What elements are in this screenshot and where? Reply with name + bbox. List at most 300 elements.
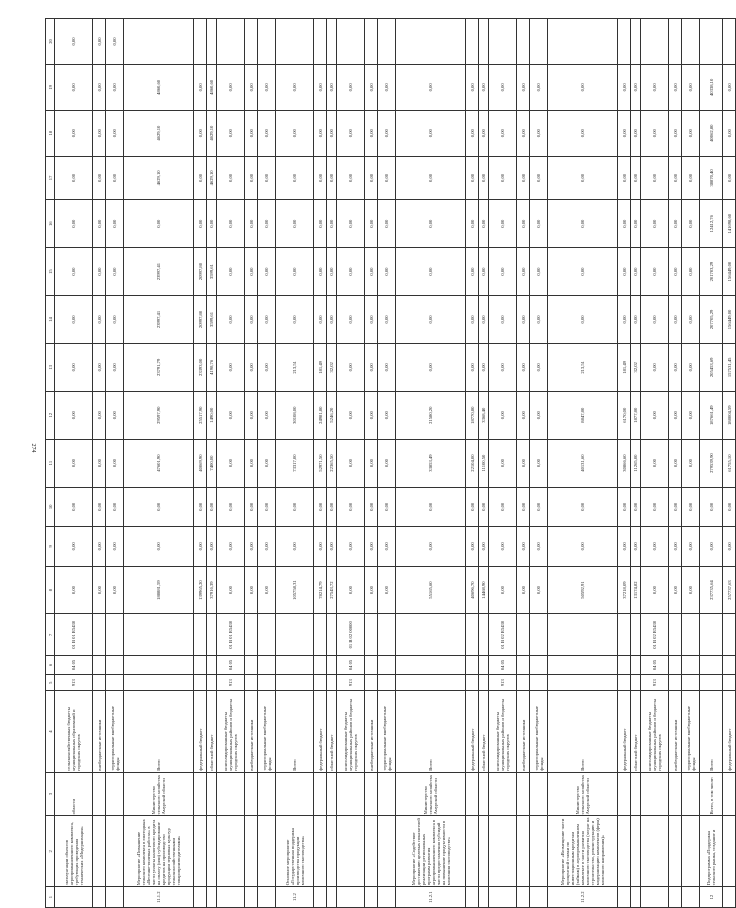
cell-value: 0,00 bbox=[618, 296, 631, 344]
cell-value: 0,00 bbox=[489, 343, 517, 391]
cell-c2 bbox=[217, 816, 245, 887]
cell-value: 8847,80 bbox=[548, 391, 618, 439]
cell-c6: 04 05 bbox=[217, 656, 245, 675]
cell-value: 0,00 bbox=[548, 527, 618, 567]
cell-value: 0,00 bbox=[396, 200, 466, 248]
cell-c1 bbox=[258, 887, 276, 908]
cell-value: 0,00 bbox=[479, 527, 489, 567]
cell-value: 4629,10 bbox=[124, 110, 194, 156]
cell-value: 0,00 bbox=[641, 391, 669, 439]
cell-value: 0,00 bbox=[618, 487, 631, 527]
cell-value: 0,00 bbox=[618, 200, 631, 248]
cell-value: 6170,00 bbox=[618, 391, 631, 439]
cell-c7 bbox=[207, 614, 217, 656]
cell-value: 0,00 bbox=[337, 200, 365, 248]
cell-c7 bbox=[530, 614, 548, 656]
cell-value: 0,00 bbox=[466, 200, 479, 248]
cell-value: 0,00 bbox=[93, 391, 106, 439]
cell-c6 bbox=[723, 656, 736, 675]
cell-value: 33853,49 bbox=[396, 439, 466, 487]
cell-value: 0,00 bbox=[530, 200, 548, 248]
cell-c1 bbox=[669, 887, 682, 908]
cell-value: 0,00 bbox=[365, 343, 378, 391]
cell-c7 bbox=[258, 614, 276, 656]
column-header: 10 bbox=[46, 487, 55, 527]
cell-value: 0,00 bbox=[55, 200, 93, 248]
cell-value: 0,00 bbox=[489, 439, 517, 487]
cell-c3: Министерство сельского хозяйства Амурской области bbox=[124, 772, 194, 816]
cell-value: 0,00 bbox=[258, 156, 276, 200]
cell-c6 bbox=[106, 656, 124, 675]
cell-value: 52971,50 bbox=[314, 439, 327, 487]
cell-c4: Всего bbox=[124, 691, 194, 772]
cell-value bbox=[124, 19, 194, 65]
cell-c3 bbox=[217, 772, 245, 816]
cell-c6 bbox=[314, 656, 327, 675]
cell-value: 0,00 bbox=[548, 200, 618, 248]
cell-value: 0,00 bbox=[700, 487, 723, 527]
cell-value: 237735,64 bbox=[700, 566, 723, 614]
cell-c7 bbox=[245, 614, 258, 656]
cell-value: 0,00 bbox=[207, 487, 217, 527]
cell-value: 0,00 bbox=[396, 248, 466, 296]
cell-value: 38870,40 bbox=[700, 156, 723, 200]
cell-c7: 01 В 02 00000 bbox=[337, 614, 365, 656]
cell-c7 bbox=[669, 614, 682, 656]
cell-c4: территориальные внебюджетные фонды bbox=[258, 691, 276, 772]
cell-c5 bbox=[396, 674, 466, 691]
cell-value bbox=[245, 19, 258, 65]
cell-value: 0,00 bbox=[314, 296, 327, 344]
cell-c6 bbox=[631, 656, 641, 675]
cell-value: 0,00 bbox=[479, 110, 489, 156]
cell-value: 50592,91 bbox=[548, 566, 618, 614]
cell-value: 0,00 bbox=[327, 487, 337, 527]
cell-value bbox=[641, 19, 669, 65]
cell-c3 bbox=[93, 772, 106, 816]
cell-c4: Всего bbox=[396, 691, 466, 772]
cell-c1 bbox=[93, 887, 106, 908]
cell-value: 11100,50 bbox=[479, 439, 489, 487]
cell-value: 0,00 bbox=[396, 110, 466, 156]
column-header: 4 bbox=[46, 691, 55, 772]
cell-value: 25517,90 bbox=[194, 391, 207, 439]
cell-c1 bbox=[245, 887, 258, 908]
cell-value bbox=[682, 19, 700, 65]
cell-c2: Подпрограмма «Поддержка сельского рынка, создание и bbox=[700, 816, 723, 887]
cell-value: 0,00 bbox=[669, 156, 682, 200]
cell-value: 0,00 bbox=[276, 487, 314, 527]
cell-value: 0,00 bbox=[396, 296, 466, 344]
cell-value: 0,00 bbox=[378, 248, 396, 296]
cell-value: 0,00 bbox=[337, 343, 365, 391]
cell-value: 23791,79 bbox=[124, 343, 194, 391]
cell-c6 bbox=[517, 656, 530, 675]
cell-value: 0,00 bbox=[530, 296, 548, 344]
cell-c1 bbox=[489, 887, 517, 908]
cell-value: 0,00 bbox=[106, 527, 124, 567]
cell-c7 bbox=[276, 614, 314, 656]
cell-c1 bbox=[631, 887, 641, 908]
cell-value: 0,00 bbox=[276, 110, 314, 156]
cell-value: 0,00 bbox=[365, 200, 378, 248]
cell-c2 bbox=[641, 816, 669, 887]
cell-c7 bbox=[314, 614, 327, 656]
cell-c3 bbox=[314, 772, 327, 816]
cell-value: 0,00 bbox=[245, 566, 258, 614]
cell-value: 0,00 bbox=[314, 527, 327, 567]
cell-c3 bbox=[207, 772, 217, 816]
cell-value: 0,00 bbox=[55, 391, 93, 439]
cell-c3 bbox=[106, 772, 124, 816]
cell-c4: территориальные внебюджетные фонды bbox=[682, 691, 700, 772]
cell-value: 0,00 bbox=[314, 487, 327, 527]
cell-value: 0,00 bbox=[93, 19, 106, 65]
cell-value: 32,02 bbox=[631, 343, 641, 391]
cell-value: 0,00 bbox=[365, 439, 378, 487]
cell-value: 0,00 bbox=[106, 439, 124, 487]
cell-c5 bbox=[207, 674, 217, 691]
cell-value: 0,00 bbox=[365, 156, 378, 200]
cell-c2: Мероприятие «Возмещение части процентной ставки по инвестиционным кредитам (займам) в агропромышленном комплексе в части развития молочного скотоводства (затрат на строительство, реконструкцию и модернизацию комплексов (ферм) молочного направления)» bbox=[548, 816, 618, 887]
cell-c3 bbox=[194, 772, 207, 816]
cell-c1 bbox=[106, 887, 124, 908]
column-header: 7 bbox=[46, 614, 55, 656]
cell-value: 0,00 bbox=[245, 64, 258, 110]
cell-value: 0,00 bbox=[618, 527, 631, 567]
cell-c1: 11.2.2 bbox=[548, 887, 618, 908]
cell-value: 0,00 bbox=[466, 64, 479, 110]
cell-c2: Мероприятие «Содействие достижению целевых показателей реализации региональных программ развития агропромышленного комплекса в части предоставления субсидий на повышение продуктивности в молочном скотоводстве» bbox=[396, 816, 466, 887]
cell-value: 0,00 bbox=[217, 487, 245, 527]
cell-value: 188881,59 bbox=[124, 566, 194, 614]
cell-value: 29597,90 bbox=[124, 391, 194, 439]
cell-value: 0,00 bbox=[245, 527, 258, 567]
cell-value: 0,00 bbox=[723, 527, 736, 567]
cell-value: 30108,00 bbox=[276, 391, 314, 439]
cell-value: 0,00 bbox=[682, 248, 700, 296]
cell-value: 0,00 bbox=[337, 248, 365, 296]
cell-value: 0,00 bbox=[276, 156, 314, 200]
cell-c4: консолидированные бюджеты муниципальных районов и бюджеты городских округов bbox=[641, 691, 669, 772]
column-header: 13 bbox=[46, 343, 55, 391]
cell-value: 40338,10 bbox=[700, 64, 723, 110]
cell-c5 bbox=[700, 674, 723, 691]
cell-value: 0,00 bbox=[669, 248, 682, 296]
cell-value: 0,00 bbox=[682, 391, 700, 439]
cell-c7 bbox=[631, 614, 641, 656]
cell-value: 0,00 bbox=[55, 64, 93, 110]
cell-value: 0,00 bbox=[365, 64, 378, 110]
cell-value: 3599,61 bbox=[207, 248, 217, 296]
cell-value bbox=[337, 19, 365, 65]
cell-value bbox=[314, 19, 327, 65]
column-header: 2 bbox=[46, 816, 55, 887]
cell-value: 0,00 bbox=[337, 527, 365, 567]
cell-value: 23997,41 bbox=[124, 296, 194, 344]
cell-c7 bbox=[618, 614, 631, 656]
cell-c5 bbox=[669, 674, 682, 691]
cell-c1 bbox=[641, 887, 669, 908]
cell-c5 bbox=[276, 674, 314, 691]
cell-c2 bbox=[207, 816, 217, 887]
cell-value: 0,00 bbox=[106, 487, 124, 527]
cell-value: 0,00 bbox=[106, 156, 124, 200]
cell-value: 0,00 bbox=[93, 487, 106, 527]
cell-c4: Всего bbox=[700, 691, 723, 772]
cell-value: 22365,50 bbox=[327, 439, 337, 487]
cell-value: 0,00 bbox=[700, 527, 723, 567]
cell-value: 201703,29 bbox=[700, 248, 723, 296]
cell-c7 bbox=[327, 614, 337, 656]
cell-value: 7400,00 bbox=[207, 439, 217, 487]
cell-value: 0,00 bbox=[217, 248, 245, 296]
cell-value bbox=[479, 19, 489, 65]
table-row bbox=[106, 19, 124, 908]
cell-value bbox=[517, 19, 530, 65]
cell-value: 0,00 bbox=[245, 439, 258, 487]
cell-value: 23997,41 bbox=[124, 248, 194, 296]
cell-value: 0,00 bbox=[466, 296, 479, 344]
cell-c3 bbox=[258, 772, 276, 816]
cell-c4: Всего bbox=[276, 691, 314, 772]
cell-value: 5246,20 bbox=[327, 391, 337, 439]
cell-c3: Министерство сельского хозяйства Амурской области bbox=[548, 772, 618, 816]
cell-value: 0,00 bbox=[723, 156, 736, 200]
cell-value: 0,00 bbox=[258, 391, 276, 439]
table-row bbox=[517, 19, 530, 908]
cell-c2 bbox=[489, 816, 517, 887]
table-row bbox=[258, 19, 276, 908]
cell-c5 bbox=[106, 674, 124, 691]
cell-c5 bbox=[245, 674, 258, 691]
cell-value: 205453,69 bbox=[700, 343, 723, 391]
cell-value: 0,00 bbox=[548, 487, 618, 527]
table-row bbox=[489, 19, 517, 908]
cell-value: 156449,00 bbox=[723, 248, 736, 296]
cell-c4: федеральный бюджет bbox=[466, 691, 479, 772]
cell-value bbox=[548, 19, 618, 65]
cell-value: 187661,49 bbox=[700, 391, 723, 439]
cell-value: 23393,00 bbox=[194, 343, 207, 391]
cell-value: 0,00 bbox=[682, 110, 700, 156]
cell-c3 bbox=[365, 772, 378, 816]
cell-c5 bbox=[194, 674, 207, 691]
cell-value: 0,00 bbox=[669, 527, 682, 567]
table-row bbox=[207, 19, 217, 908]
cell-value: 0,00 bbox=[669, 296, 682, 344]
cell-c6 bbox=[466, 656, 479, 675]
cell-value: 157531,45 bbox=[723, 343, 736, 391]
cell-value: 0,00 bbox=[258, 527, 276, 567]
table-row bbox=[396, 19, 466, 908]
cell-c4: Всего bbox=[548, 691, 618, 772]
cell-value: 0,00 bbox=[106, 566, 124, 614]
table-row bbox=[378, 19, 396, 908]
cell-value: 47601,90 bbox=[124, 439, 194, 487]
cell-value bbox=[618, 19, 631, 65]
cell-value: 0,00 bbox=[217, 156, 245, 200]
cell-c6 bbox=[396, 656, 466, 675]
cell-value: 0,00 bbox=[217, 64, 245, 110]
cell-value: 0,00 bbox=[106, 296, 124, 344]
cell-value: 0,00 bbox=[723, 110, 736, 156]
cell-value: 3599,61 bbox=[207, 296, 217, 344]
cell-value: 0,00 bbox=[258, 566, 276, 614]
cell-value: 0,00 bbox=[682, 566, 700, 614]
cell-value bbox=[194, 19, 207, 65]
cell-value: 188004,59 bbox=[723, 391, 736, 439]
cell-value: 0,00 bbox=[207, 527, 217, 567]
cell-value: 4860,60 bbox=[124, 64, 194, 110]
cell-value: 0,00 bbox=[548, 296, 618, 344]
cell-value: 3368,40 bbox=[479, 391, 489, 439]
cell-value: 0,00 bbox=[517, 248, 530, 296]
cell-value: 0,00 bbox=[314, 110, 327, 156]
cell-value: 156449,00 bbox=[723, 296, 736, 344]
cell-value: 0,00 bbox=[93, 343, 106, 391]
column-header: 5 bbox=[46, 674, 55, 691]
cell-c7 bbox=[723, 614, 736, 656]
cell-value: 0,00 bbox=[217, 566, 245, 614]
cell-value: 0,00 bbox=[631, 296, 641, 344]
cell-value: 32,02 bbox=[327, 343, 337, 391]
table-row bbox=[327, 19, 337, 908]
cell-value: 0,00 bbox=[489, 248, 517, 296]
cell-c1: 12 bbox=[700, 887, 723, 908]
cell-c4: внебюджетные источники bbox=[517, 691, 530, 772]
cell-value bbox=[378, 19, 396, 65]
cell-c3: Всего, в том числе: bbox=[700, 772, 723, 816]
cell-c5 bbox=[479, 674, 489, 691]
cell-value: 0,00 bbox=[245, 296, 258, 344]
cell-c7: 01 В 01 R5430 bbox=[55, 614, 93, 656]
cell-c5 bbox=[314, 674, 327, 691]
cell-c4: территориальные внебюджетные фонды bbox=[106, 691, 124, 772]
cell-c1 bbox=[466, 887, 479, 908]
cell-value: 0,00 bbox=[55, 296, 93, 344]
cell-value: 0,00 bbox=[106, 200, 124, 248]
cell-c1: 11.2.1 bbox=[396, 887, 466, 908]
cell-value: 213,51 bbox=[548, 343, 618, 391]
cell-value: 0,00 bbox=[641, 296, 669, 344]
cell-value: 0,00 bbox=[396, 343, 466, 391]
cell-value: 0,00 bbox=[327, 64, 337, 110]
cell-value: 0,00 bbox=[682, 156, 700, 200]
cell-value: 0,00 bbox=[530, 64, 548, 110]
cell-value: 0,00 bbox=[641, 566, 669, 614]
cell-c5 bbox=[258, 674, 276, 691]
cell-c1 bbox=[314, 887, 327, 908]
cell-c6: 04 05 bbox=[337, 656, 365, 675]
cell-value: 0,00 bbox=[530, 439, 548, 487]
cell-c2: Основное мероприятие «Государственная поддержка производства продукции молочного скотоводства» bbox=[276, 816, 314, 887]
cell-c1 bbox=[378, 887, 396, 908]
rotated-sheet bbox=[45, 18, 732, 908]
cell-value bbox=[723, 19, 736, 65]
cell-c7 bbox=[194, 614, 207, 656]
cell-value: 0,00 bbox=[365, 566, 378, 614]
cell-c1 bbox=[618, 887, 631, 908]
cell-c2 bbox=[327, 816, 337, 887]
cell-value bbox=[631, 19, 641, 65]
cell-c4: внебюджетные источники bbox=[93, 691, 106, 772]
cell-value: 0,00 bbox=[631, 156, 641, 200]
cell-value: 0,00 bbox=[337, 487, 365, 527]
cell-c1 bbox=[207, 887, 217, 908]
cell-c6: 04 05 bbox=[641, 656, 669, 675]
cell-value: 279539,90 bbox=[700, 439, 723, 487]
table-body bbox=[55, 19, 736, 908]
cell-c7: 01 В 02 R5430 bbox=[489, 614, 517, 656]
table-row bbox=[641, 19, 669, 908]
cell-value: 0,00 bbox=[217, 110, 245, 156]
cell-value: 0,00 bbox=[669, 439, 682, 487]
cell-c5 bbox=[124, 674, 194, 691]
document-viewport bbox=[45, 18, 732, 908]
cell-value: 0,00 bbox=[641, 64, 669, 110]
cell-c5 bbox=[723, 674, 736, 691]
cell-value: 0,00 bbox=[276, 200, 314, 248]
cell-c6 bbox=[530, 656, 548, 675]
cell-c2 bbox=[93, 816, 106, 887]
cell-c7 bbox=[93, 614, 106, 656]
cell-value: 0,00 bbox=[194, 487, 207, 527]
cell-c6 bbox=[682, 656, 700, 675]
cell-c2 bbox=[517, 816, 530, 887]
cell-value: 0,00 bbox=[517, 343, 530, 391]
cell-value: 0,00 bbox=[489, 391, 517, 439]
cell-value: 0,00 bbox=[93, 110, 106, 156]
cell-value: 0,00 bbox=[93, 200, 106, 248]
cell-value: 0,00 bbox=[217, 343, 245, 391]
cell-value: 40062,80 bbox=[700, 110, 723, 156]
cell-value: 0,00 bbox=[669, 391, 682, 439]
cell-c2 bbox=[669, 816, 682, 887]
cell-c3 bbox=[276, 772, 314, 816]
cell-c1: 11.1.2 bbox=[124, 887, 194, 908]
cell-value: 0,00 bbox=[124, 487, 194, 527]
cell-value: 0,00 bbox=[517, 156, 530, 200]
cell-value: 0,00 bbox=[682, 64, 700, 110]
column-header: 14 bbox=[46, 296, 55, 344]
cell-value: 0,00 bbox=[93, 439, 106, 487]
cell-value: 0,00 bbox=[466, 343, 479, 391]
cell-value: 0,00 bbox=[327, 248, 337, 296]
cell-value: 0,00 bbox=[631, 64, 641, 110]
cell-value: 0,00 bbox=[276, 527, 314, 567]
cell-value: 0,00 bbox=[396, 156, 466, 200]
cell-value: 0,00 bbox=[245, 248, 258, 296]
cell-value: 0,00 bbox=[337, 296, 365, 344]
column-header: 6 bbox=[46, 656, 55, 675]
cell-c4: областной бюджет bbox=[479, 691, 489, 772]
cell-value: 0,00 bbox=[682, 343, 700, 391]
cell-value: 0,00 bbox=[641, 156, 669, 200]
cell-value: 0,00 bbox=[55, 439, 93, 487]
cell-value: 0,00 bbox=[217, 296, 245, 344]
cell-value: 0,00 bbox=[314, 156, 327, 200]
cell-value: 18770,80 bbox=[466, 391, 479, 439]
cell-c4: консолидированные бюджеты муниципальных районов и бюджеты городских округов bbox=[489, 691, 517, 772]
cell-c4: областной бюджет bbox=[207, 691, 217, 772]
cell-value: 0,00 bbox=[258, 343, 276, 391]
cell-c5 bbox=[618, 674, 631, 691]
cell-c3 bbox=[530, 772, 548, 816]
cell-value: 0,00 bbox=[631, 248, 641, 296]
cell-value: 0,00 bbox=[641, 439, 669, 487]
cell-value: 0,00 bbox=[194, 64, 207, 110]
